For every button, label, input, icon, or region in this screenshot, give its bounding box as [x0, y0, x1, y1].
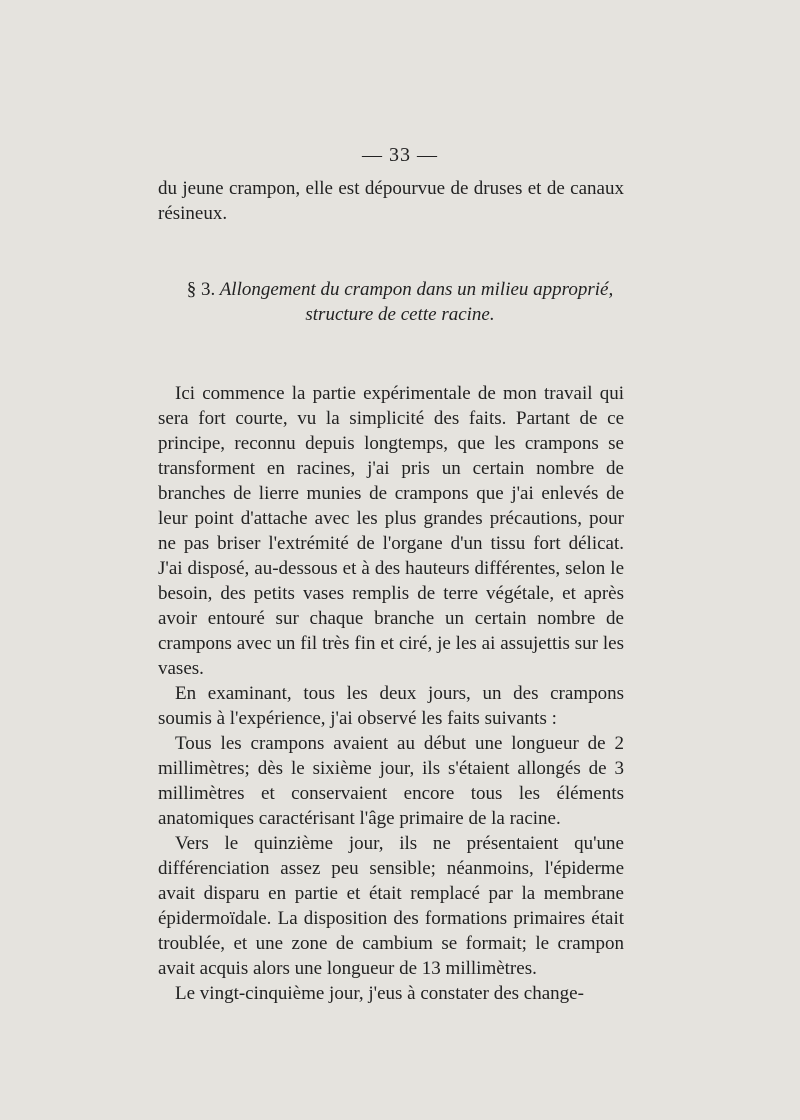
paragraph: Ici commence la partie expérimentale de mon travail qui sera fort courte, vu la simplicité des faits. Partant de ce principe, reconnu depuis longtemps, que les crampons se transforment en racines, j'ai pris un certain nombre de branches de lierre munies de crampons que j'ai enlevés de leur point d'attache avec les plus grandes précautions, pour ne pas briser l'extrémité de l'organe d'un tissu fort délicat. J'ai disposé, au-dessous et à des hauteurs différentes, selon le besoin, des petits vases remplis de terre végétale, et après avoir entouré sur chaque branche un certain nombre de crampons avec un fil très fin et ciré, je les ai assujettis sur les vases. — [158, 383, 624, 679]
section-title-line-2: structure de cette racine. — [305, 304, 495, 325]
continuation-paragraph: du jeune crampon, elle est dépourvue de druses et de canaux résineux. — [158, 178, 624, 224]
section-title-line-1: Allongement du crampon dans un milieu approprié, — [219, 279, 614, 300]
section-heading — [150, 277, 650, 327]
section-heading-line-1 — [150, 277, 650, 302]
paragraph: Le vingt-cinquième jour, j'eus à constater des change- — [175, 983, 584, 1004]
body-text — [158, 381, 624, 1006]
section-number: § 3. — [186, 279, 216, 300]
page-number: — 33 — — [362, 144, 438, 166]
paragraph: Vers le quinzième jour, ils ne présentaient qu'une différenciation assez peu sensible; néanmoins, l'épiderme avait disparu en partie et était remplacé par la membrane épidermoïdale. La disposition des formations primaires était troublée, et une zone de cambium se formait; le crampon avait acquis alors une longueur de 13 millimètres. — [158, 833, 624, 979]
paragraph: Tous les crampons avaient au début une longueur de 2 millimètres; dès le sixième jour, ils s'étaient allongés de 3 millimètres et conservaient encore tous les éléments anatomiques caractérisant l'âge primaire de la racine. — [158, 733, 624, 829]
paragraph: En examinant, tous les deux jours, un des crampons soumis à l'expérience, j'ai observé les faits suivants : — [158, 683, 624, 729]
